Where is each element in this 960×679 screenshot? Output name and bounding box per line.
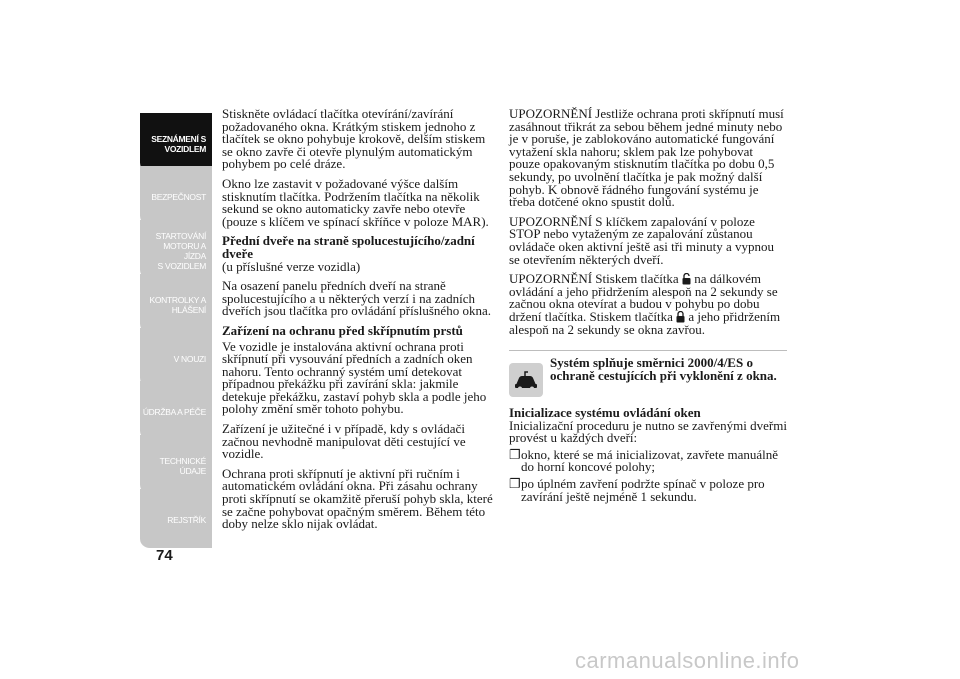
tab-startovani[interactable]: STARTOVÁNÍ MOTORU A JÍZDA S VOZIDLEM bbox=[140, 220, 212, 280]
note-paragraph: UPOZORNĚNÍ Stiskem tlačítka na dálkovém ovládání a jeho přidržením alespoň na 2 sekundy se začnou okna otevírat a budou v pohybu po dobu držení tlačítka. Stiskem tlačítka a jeho přidržením alespoň na 2 sekundy se okna zavřou. bbox=[509, 271, 781, 337]
paragraph: Ochrana proti skřípnutí je aktivní při ručním i automatickém ovládání okna. Při zásahu ochrany proti skřípnutí se okamžitě přeruší pohyb skla, které se začne pohybovat opačným směrem. Během této doby nelze sklo nijak ovládat. bbox=[222, 465, 493, 532]
car-window-warning-icon bbox=[509, 363, 543, 397]
note-paragraph: UPOZORNĚNÍ S klíčkem zapalování v poloze STOP nebo vytaženým ze zapalování zůstanou ovládače oken aktivní ještě asi tři minuty a vypnou se otevřením některých dveří. bbox=[509, 213, 774, 267]
tab-seznameni-s-vozidlem[interactable]: SEZNÁMENÍ S VOZIDLEM bbox=[140, 113, 212, 173]
paragraph: Na osazení panelu předních dveří na straně spolucestujícího a u některých verzí i na zadních dveřích jsou tlačítka pro ovládání příslušného okna. bbox=[222, 278, 491, 319]
checkbox-bullet-icon: ❐ bbox=[509, 446, 521, 462]
tab-udrzba[interactable]: ÚDRŽBA A PÉČE bbox=[140, 381, 212, 441]
watermark: carmanualsonline.info bbox=[575, 648, 800, 673]
paragraph: Ve vozidle je instalována aktivní ochrana proti skřípnutí při vysouvání předních a zadních oken nahoru. Tento ochranný systém umí detekovat případnou překážku při zavírání skla: jakmile detekuje překážku, zastaví pohyb skla a podle jeho polohy změní směr tohoto pohybu. bbox=[222, 338, 487, 417]
list-item: ❐ po úplném zavření podržte spínač v poloze pro zavírání ještě nejméně 1 sekundu. bbox=[509, 476, 765, 504]
page-number: 74 bbox=[156, 547, 173, 564]
paragraph: Zařízení je užitečné i v případě, kdy s ovládači začnou nevhodně manipulovat děti cestující ve vozidle. bbox=[222, 421, 466, 462]
tab-rejstrik[interactable]: REJSTŘÍK bbox=[140, 489, 212, 549]
section-heading: Zařízení na ochranu před skřípnutím prstů bbox=[222, 322, 463, 338]
left-column bbox=[222, 108, 494, 538]
section-subheading: (u příslušné verze vozidla) bbox=[222, 258, 361, 274]
checkbox-bullet-icon: ❐ bbox=[509, 476, 521, 492]
note-paragraph: UPOZORNĚNÍ Jestliže ochrana proti skřípnutí musí zasáhnout třikrát za sebou během jedné minuty nebo je v poruše, je zablokováno automatické fungování vytažení skla nahoru; sklem pak lze pohybovat pouze opakovaným stisknutím tlačítka po dobu 0,5 sekundy, po uvolnění tlačítka je pak možný další pohyb. K obnově řádného fungování systému je třeba dotčené okno spustit dolů. bbox=[509, 106, 784, 210]
warning-box bbox=[509, 350, 787, 397]
tab-technicke-udaje[interactable]: TECHNICKÉ ÚDAJE bbox=[140, 435, 212, 495]
paragraph: Inicializační proceduru je nutno se zavřenými dveřmi provést u každých dveří: bbox=[509, 417, 787, 446]
section-heading: Přední dveře na straně spolucestujícího/zadní dveře bbox=[222, 233, 475, 261]
paragraph: Okno lze zastavit v požadované výšce dalším stisknutím tlačítka. Podržením tlačítka na několik sekund se okno automaticky zavře nebo otevře (pouze s klíčem ve spínací skříňce v poloze MAR). bbox=[222, 175, 489, 229]
tab-bezpecnost[interactable]: BEZPEČNOST bbox=[140, 166, 212, 226]
section-heading: Inicializace systému ovládání oken bbox=[509, 405, 701, 421]
list-item: ❐ okno, které se má inicializovat, zavřete manuálně do horní koncové polohy; bbox=[509, 446, 778, 475]
warning-text: Systém splňuje směrnici 2000/4/ES o ochraně cestujících při vyklonění z okna. bbox=[550, 355, 777, 383]
tab-kontrolky[interactable]: KONTROLKY A HLÁŠENÍ bbox=[140, 274, 212, 334]
right-column bbox=[509, 108, 787, 507]
paragraph: Stiskněte ovládací tlačítka otevírání/zavírání požadovaného okna. Krátkým stiskem jednoho z tlačítek se okno pohybuje krokově, delším stiskem se okno zavře či otevře plynulým automatickým pohybem po celé dráze. bbox=[222, 106, 486, 172]
tab-v-nouzi[interactable]: V NOUZI bbox=[140, 328, 212, 388]
